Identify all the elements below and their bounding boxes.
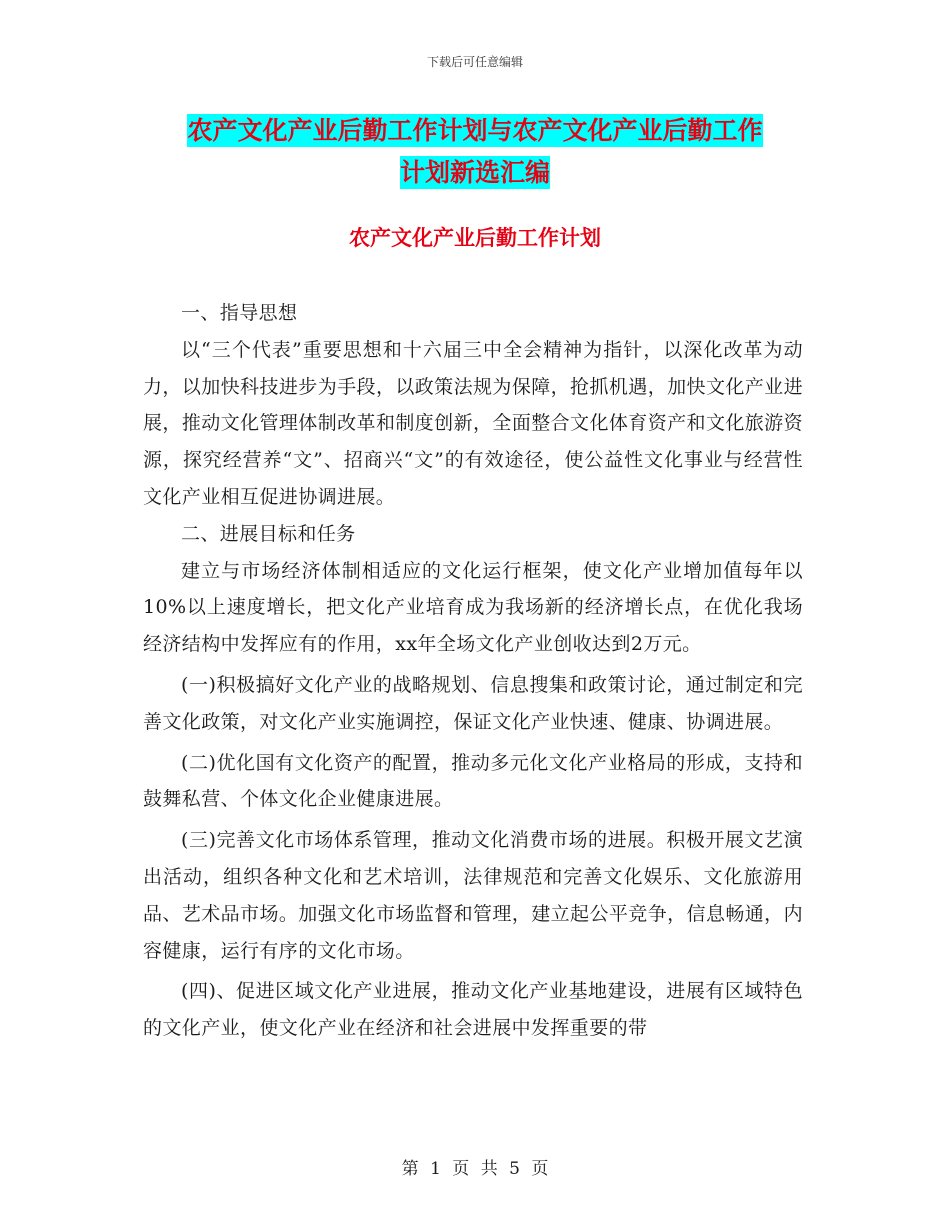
paragraph: (四)、促进区域文化产业进展，推动文化产业基地建设，进展有区域特色的文化产业，使文化产业在经济和社会进展中发挥重要的带 [143,980,803,1040]
section-title: 农产文化产业后勤工作计划 [349,226,601,250]
document-body [143,295,803,1047]
document-title-line-2: 计划新选汇编 [399,158,550,187]
header-note: 下载后可任意编辑 [426,55,523,69]
paragraph-heading-guiding-ideology: 一、指导思想 [181,302,298,324]
paragraph: (一)积极搞好文化产业的战略规划、信息搜集和政策讨论，通过制定和完善文化政策，对文化产业实施调控，保证文化产业快速、健康、协调进展。 [143,673,803,733]
paragraph-heading-goals-tasks: 二、进展目标和任务 [181,522,356,545]
paragraph: (二)优化国有文化资产的配置，推动多元化文化产业格局的形成，支持和鼓舞私营、个体文化企业健康进展。 [143,751,803,811]
document-title-line-1: 农产文化产业后勤工作计划与农产文化产业后勤工作 [187,116,763,145]
paragraph: 建立与市场经济体制相适应的文化运行框架，使文化产业增加值每年以10%以上速度增长，把文化产业培育成为我场新的经济增长点，在优化我场经济结构中发挥应有的作用，xx年全场文化产业创收达到2万元。 [143,559,803,656]
paragraph: 以“三个代表”重要思想和十六届三中全会精神为指针，以深化改革为动力，以加快科技进步为手段，以政策法规为保障，抢抓机遇，加快文化产业进展，推动文化管理体制改革和制度创新，全面整合文化体育资产和文化旅游资源，探究经营养“文”、招商兴“文”的有效途径，使公益性文化事业与经营性文化产业相互促进协调进展。 [143,338,803,508]
page-number-footer: 第 1 页 共 5 页 [401,1159,549,1179]
paragraph: (三)完善文化市场体系管理，推动文化消费市场的进展。积极开展文艺演出活动，组织各种文化和艺术培训，法律规范和完善文化娱乐、文化旅游用品、艺术品市场。加强文化市场监督和管理，建立起公平竞争，信息畅通，内容健康，运行有序的文化市场。 [143,829,803,962]
document-title [145,110,805,194]
